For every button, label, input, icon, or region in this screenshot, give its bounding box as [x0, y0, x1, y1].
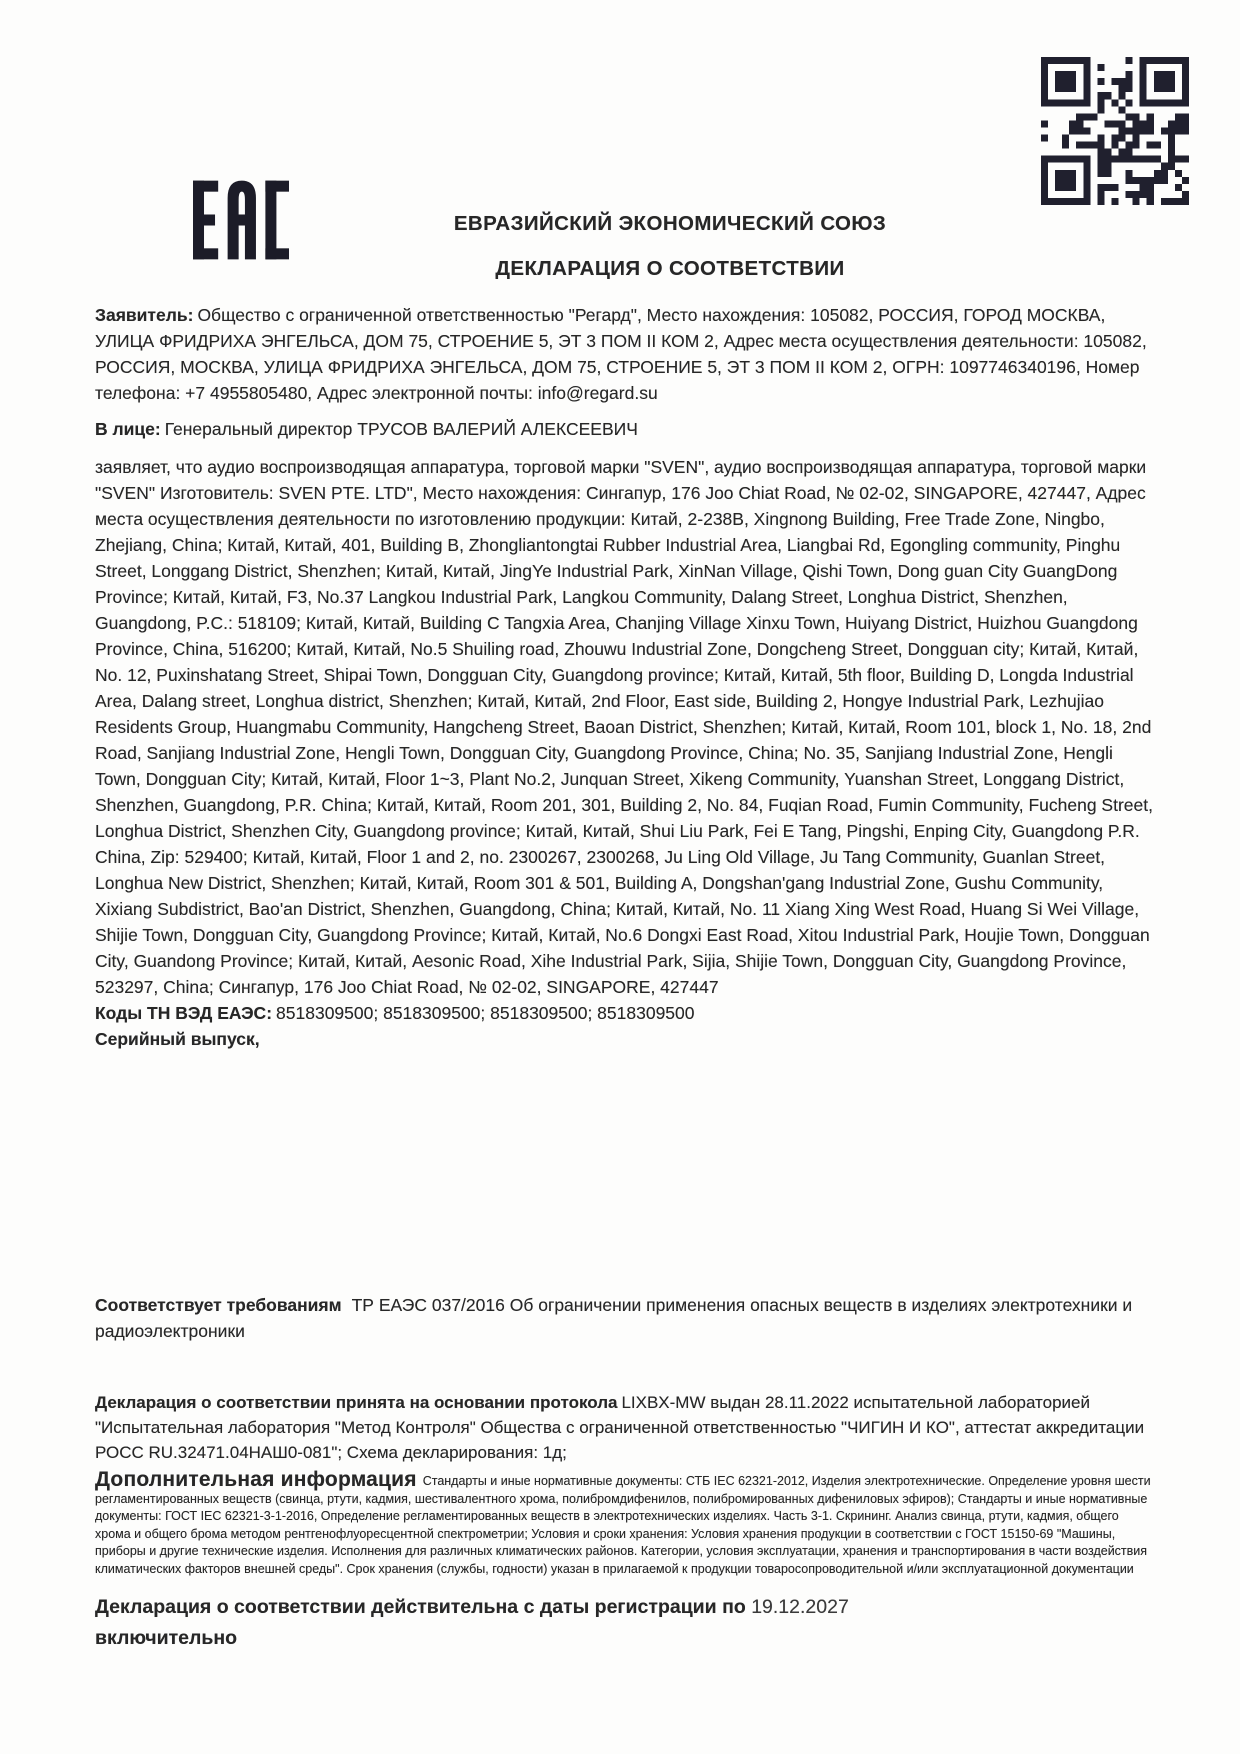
additional-info-label: Дополнительная информация [95, 1468, 417, 1491]
compliance-paragraph [95, 1292, 1153, 1344]
declaration-main-text [95, 302, 1153, 1052]
qr-code-icon [1040, 57, 1190, 205]
tnved-codes-label: Коды ТН ВЭД ЕАЭС: [95, 1003, 273, 1023]
declaration-lower-text [95, 1292, 1153, 1654]
eac-mark-icon [193, 176, 289, 264]
applicant-text: Общество с ограниченной ответственностью "Регард", Место нахождения: 105082, РОССИЯ, ГОРОД МОСКВА, УЛИЦА ФРИДРИХА ЭНГЕЛЬСА, ДОМ 75, СТРОЕНИЕ 5, ЭТ 3 ПОМ II КОМ 2, Адрес места осуществления деятельности: 105082, РОССИЯ, МОСКВА, УЛИЦА ФРИДРИХА ЭНГЕЛЬСА, ДОМ 75, СТРОЕНИЕ 5, ЭТ 3 ПОМ II КОМ 2, ОГРН: 1097746340196, Номер телефона: +7 4955805480, Адрес электронной почты: info@regard.su [95, 305, 1147, 403]
representative-paragraph [95, 416, 1153, 442]
basis-paragraph [95, 1390, 1153, 1465]
basis-text: LIXBX-MW выдан 28.11.2022 испытательной лабораторией "Испытательная лаборатория "Метод Контроля" Общества с ограниченной ответственностью "ЧИГИН И КО", аттестат аккредитации РОСС RU.32471.04НАШ0-081"; Схема декларирования: 1д; [95, 1393, 1145, 1462]
applicant-paragraph [95, 302, 1153, 406]
compliance-label: Соответствует требованиям [95, 1295, 342, 1315]
serial-issue-text: Серийный выпуск, [95, 1029, 260, 1049]
validity-date: 19.12.2027 [751, 1596, 849, 1618]
representative-text: Генеральный директор ТРУСОВ ВАЛЕРИЙ АЛЕКСЕЕВИЧ [164, 419, 638, 439]
compliance-text: ТР ЕАЭС 037/2016 Об ограничении применения опасных веществ в изделиях электротехники и радиоэлектроники [95, 1295, 1133, 1341]
product-description-paragraph: заявляет, что аудио воспроизводящая аппаратура, торговой марки "SVEN", аудио воспроизводящая аппаратура, торговой марки "SVEN" Изготовитель: SVEN PTE. LTD", Место нахождения: Сингапур, 176 Joo Chiat Road, № 02-02, SINGAPORE, 427447, Адрес места осуществления деятельности по изготовлению продукции: Китай, 2-238B, Xingnong Building, Free Trade Zone, Ningbo, Zhejiang, China; Китай, Китай, 401, Building B, Zhongliantongtai Rubber Industrial Area, Liangbai Rd, Egongling community, Pinghu Street, Longgang District, Shenzhen; Китай, Китай, JingYe Industrial Park, XinNan Village, Qishi Town, Dong guan City GuangDong Province; Китай, Китай, F3, No.37 Langkou Industrial Park, Langkou Community, Dalang Street, Longhua District, Shenzhen, Guangdong, P.C.: 518109; Китай, Китай, Building C Tangxia Area, Chanjing Village Xinxu Town, Huiyang District, Huizhou Guangdong Province, China, 516200; Китай, Китай, No.5 Shuiling road, Zhouwu Industrial Zone, Dongcheng Street, Dongguan city; Китай, Китай, No. 12, Puxinshatang Street, Shipai Town, Dongguan City, Guangdong province; Китай, Китай, 5th floor, Building D, Longda Industrial Area, Dalang street, Longhua district, Shenzhen; Китай, Китай, 2nd Floor, East side, Building 2, Hongye Industrial Park, Lezhujiao Residents Group, Huangmabu Community, Hangcheng Street, Baoan District, Shenzhen; Китай, Китай, Room 101, block 1, No. 18, 2nd Road, Sanjiang Industrial Zone, Hengli Town, Dongguan City, Guangdong Province, China; No. 35, Sanjiang Industrial Zone, Hengli Town, Dongguan City; Китай, Китай, Floor 1~3, Plant No.2, Junquan Street, Xikeng Community, Yuanshan Street, Longgang District, Shenzhen, Guangdong, P.R. China; Китай, Китай, Room 201, 301, Building 2, No. 84, Fuqian Road, Fumin Community, Fucheng Street, Longhua District, Shenzhen City, Guangdong province; Китай, Китай, Shui Liu Park, Fei E Tang, Pingshi, Enping City, Guangdong P.R. China, Zip: 529400; Китай, Китай, Floor 1 and 2, no. 2300267, 2300268, Ju Ling Old Village, Ju Tang Community, Guanlan Street, Longhua New District, Shenzhen; Китай, Китай, Room 301 & 501, Building A, Dongshan'gang Industrial Zone, Gushu Community, Xixiang Subdistrict, Bao'an District, Shenzhen, Guangdong, China; Китай, Китай, No. 11 Xiang Xing West Road, Huang Si Wei Village, Shijie Town, Dongguan City, Guangdong Province; Китай, Китай, No.6 Dongxi East Road, Xitou Industrial Park, Houjie Town, Dongguan City, Guandong Province; Китай, Китай, Aesonic Road, Xihe Industrial Park, Sijia, Shijie Town, Dongguan City, Guangdong Province, 523297, China; Сингапур, 176 Joo Chiat Road, № 02-02, SINGAPORE, 427447 [95, 457, 1153, 997]
representative-label: В лице: [95, 419, 161, 439]
additional-info-paragraph [95, 1468, 1153, 1578]
applicant-label: Заявитель: [95, 305, 194, 325]
validity-label: Декларация о соответствии действительна с даты регистрации по [95, 1596, 746, 1618]
document-title: ДЕКЛАРАЦИЯ О СООТВЕТСТВИИ [495, 257, 845, 280]
tnved-codes-value: 8518309500; 8518309500; 8518309500; 8518309500 [276, 1003, 695, 1023]
serial-issue-line [95, 1026, 1153, 1052]
document-header [340, 212, 1000, 281]
tnved-codes-line [95, 1000, 1153, 1026]
validity-paragraph [95, 1592, 1153, 1654]
eac-mark-logo [193, 176, 289, 264]
additional-info-text: Стандарты и иные нормативные документы: СТБ IEC 62321-2012, Изделия электротехнические. Определение уровня шести регламентированных веществ (свинца, ртути, кадмия, шестивалентного хрома, полибромдифенилов, полибромированных дифениловых эфиров); Стандарты и иные нормативные документы: ГОСТ IEC 62321-3-1-2016, Определение регламентированных веществ в электротехнических изделиях. Часть 3-1. Скрининг. Анализ свинца, ртути, кадмия, общего хрома и общего брома методом рентгенофлуоресцентной спектрометрии; Условия и сроки хранения: Условия хранения продукции в соответствии с ГОСТ 15150-69 "Машины, приборы и другие технические изделия. Исполнения для различных климатических районов. Категории, условия эксплуатации, хранения и транспортирования в части воздействия климатических факторов внешней среды". Срок хранения (службы, годности) указан в прилагаемой к продукции товаросопроводительной и/или эксплуатационной документации [95, 1474, 1151, 1576]
union-title: ЕВРАЗИЙСКИЙ ЭКОНОМИЧЕСКИЙ СОЮЗ [453, 212, 887, 235]
basis-label: Декларация о соответствии принята на основании протокола [95, 1393, 618, 1412]
validity-suffix: включительно [95, 1627, 238, 1649]
